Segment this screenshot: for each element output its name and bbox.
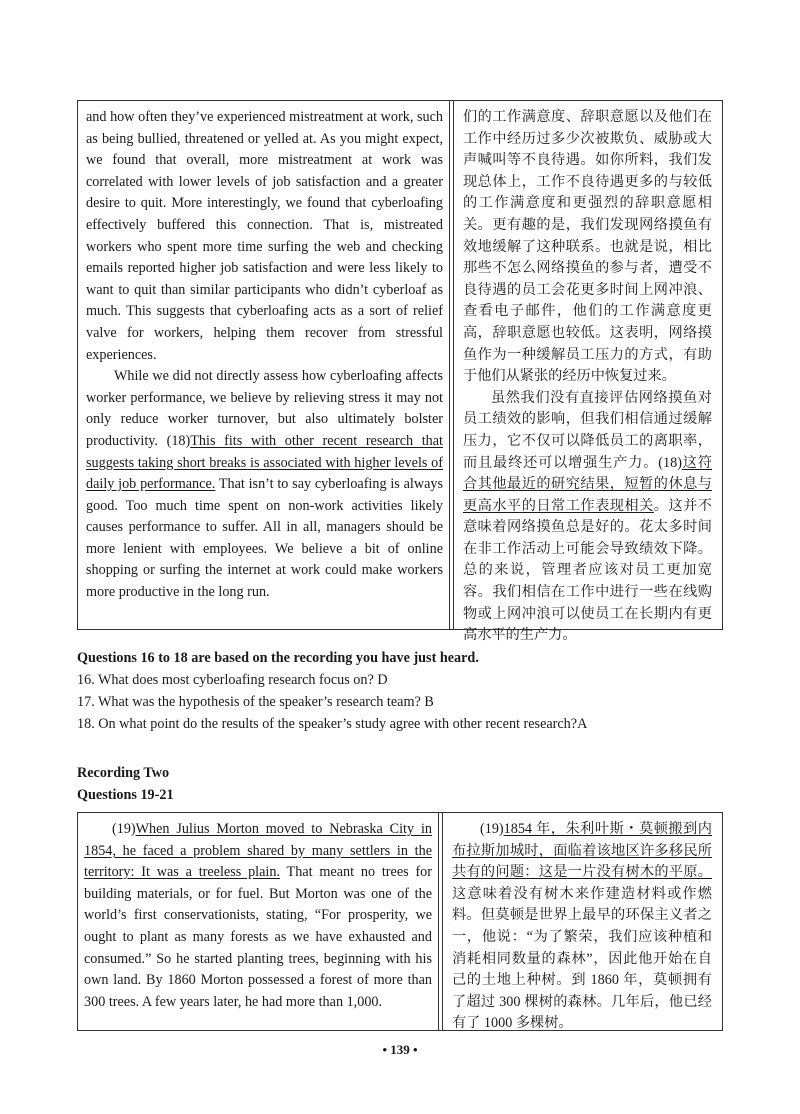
questions-heading: Questions 16 to 18 are based on the recording you have just heard.	[77, 650, 479, 666]
recording-heading	[77, 762, 723, 806]
question-number: (19)	[112, 821, 136, 837]
transcript-table-2	[77, 812, 723, 1031]
chinese-column	[442, 813, 722, 1030]
question-item: 17. What was the hypothesis of the speaker’s research team? B	[77, 694, 434, 710]
chinese-text: 这意味着没有树木来作建造材料或作燃料。但莫顿是世界上最早的环保主义者之一，他说：“为了繁荣，我们应该种植和消耗相同数量的森林”，因此他开始在自己的土地上种树。到 1860 年，莫顿拥有了超过 300 棵树的森林。几年后，他已经有了 1000 多棵树。	[452, 885, 712, 1032]
chinese-paragraph-2	[463, 388, 712, 647]
answer-19-underline: When Julius Morton moved to Nebraska City in 1854, he faced a problem shared by many settlers in the territory: It was a treeless plain.	[84, 821, 432, 881]
english-paragraph-1: and how often they’ve experienced mistreatment at work, such as being bullied, threatened or yelled at. As you might expect, we found that overall, more mistreatment at work was correlated with lower levels of job satisfaction and a greater desire to quit. More interestingly, we found that cyberloafing effectively buffered this connection. That is, mistreated workers who spent more time surfing the web and checking emails reported higher job satisfaction and were less likely to want to quit than similar participants who didn’t cyberloaf as much. This suggests that cyberloafing acts as a sort of relief valve for workers, helping them recover from stressful experiences.	[86, 109, 443, 363]
chinese-text: 虽然我们没有直接评估网络摸鱼对员工绩效的影响，但我们相信通过缓解压力，它不仅可以降低员工的离职率，而且最终还可以增强生产力。(18)	[463, 389, 712, 471]
answer-18-underline-zh: 这符合其他最近的研究结果，短暂的休息与更高水平的日常工作表现相关	[463, 454, 712, 514]
chinese-paragraph-1: 们的工作满意度、辞职意愿以及他们在工作中经历过多少次被欺负、威胁或大声喊叫等不良待遇。如你所料，我们发现总体上，工作不良待遇更多的与较低的工作满意度和更强烈的辞职意愿相关。更有趣的是，我们发现网络摸鱼有效地缓解了这种联系。也就是说，相比那些不怎么网络摸鱼的参与者，遭受不良待遇的员工会花更多时间上网冲浪、查看电子邮件，他们的工作满意度更高，辞职意愿也较低。这表明，网络摸鱼作为一种缓解员工压力的方式，有助于他们从紧张的经历中恢复过来。	[463, 109, 712, 385]
english-column	[78, 101, 450, 629]
questions-block	[77, 647, 723, 735]
recording-title: Recording Two	[77, 765, 170, 781]
chinese-column	[453, 101, 722, 644]
answer-19-underline-zh: 1854 年，朱利叶斯・莫顿搬到内布拉斯加城时，面临着该地区许多移民所共有的问题：这是一片没有树木的平原。	[452, 821, 712, 881]
question-number: (19)	[480, 821, 504, 837]
english-paragraph-2	[86, 366, 443, 604]
english-paragraph	[84, 819, 432, 1013]
transcript-table-1	[77, 100, 723, 644]
question-item: 18. On what point do the results of the speaker’s study agree with other recent research?A	[77, 716, 588, 732]
page-number: • 139 •	[382, 1042, 418, 1057]
answer-18-underline: This fits with other recent research that suggests taking short breaks is associated with higher levels of daily job performance.	[86, 432, 444, 493]
english-text: That isn’t to say cyberloafing is always good. Too much time spent on non-work activities likely causes performance to suffer. All in all, managers should be more lenient with employees. We believe a bit of online shopping or surfing the internet at work could make workers more productive in the long run.	[86, 476, 443, 601]
english-text: That meant no trees for building materials, or for fuel. But Morton was one of the world’s first conservationists, stating, “For prosperity, we ought to plant as many forests as we have exhausted and consumed.” So he started planting trees, beginning with his own land. By 1860 Morton possessed a forest of more than 300 trees. A few years later, he had more than 1,000.	[84, 864, 432, 1010]
english-column	[78, 813, 439, 1030]
question-item: 16. What does most cyberloafing research focus on? D	[77, 672, 388, 688]
recording-range: Questions 19-21	[77, 787, 174, 803]
chinese-text: 。这并不意味着网络摸鱼总是好的。花太多时间在非工作活动上可能会导致绩效下降。总的来说，管理者应该对员工更加宽容。我们相信在工作中进行一些在线购物或上网冲浪可以使员工在长期内有更高水平的生产力。	[463, 497, 712, 644]
chinese-paragraph	[452, 819, 712, 1035]
english-text: While we did not directly assess how cyberloafing affects worker performance, we believe by relieving stress it may not only reduce worker turnover, but also ultimately bolster productivity. (18)	[86, 368, 443, 449]
